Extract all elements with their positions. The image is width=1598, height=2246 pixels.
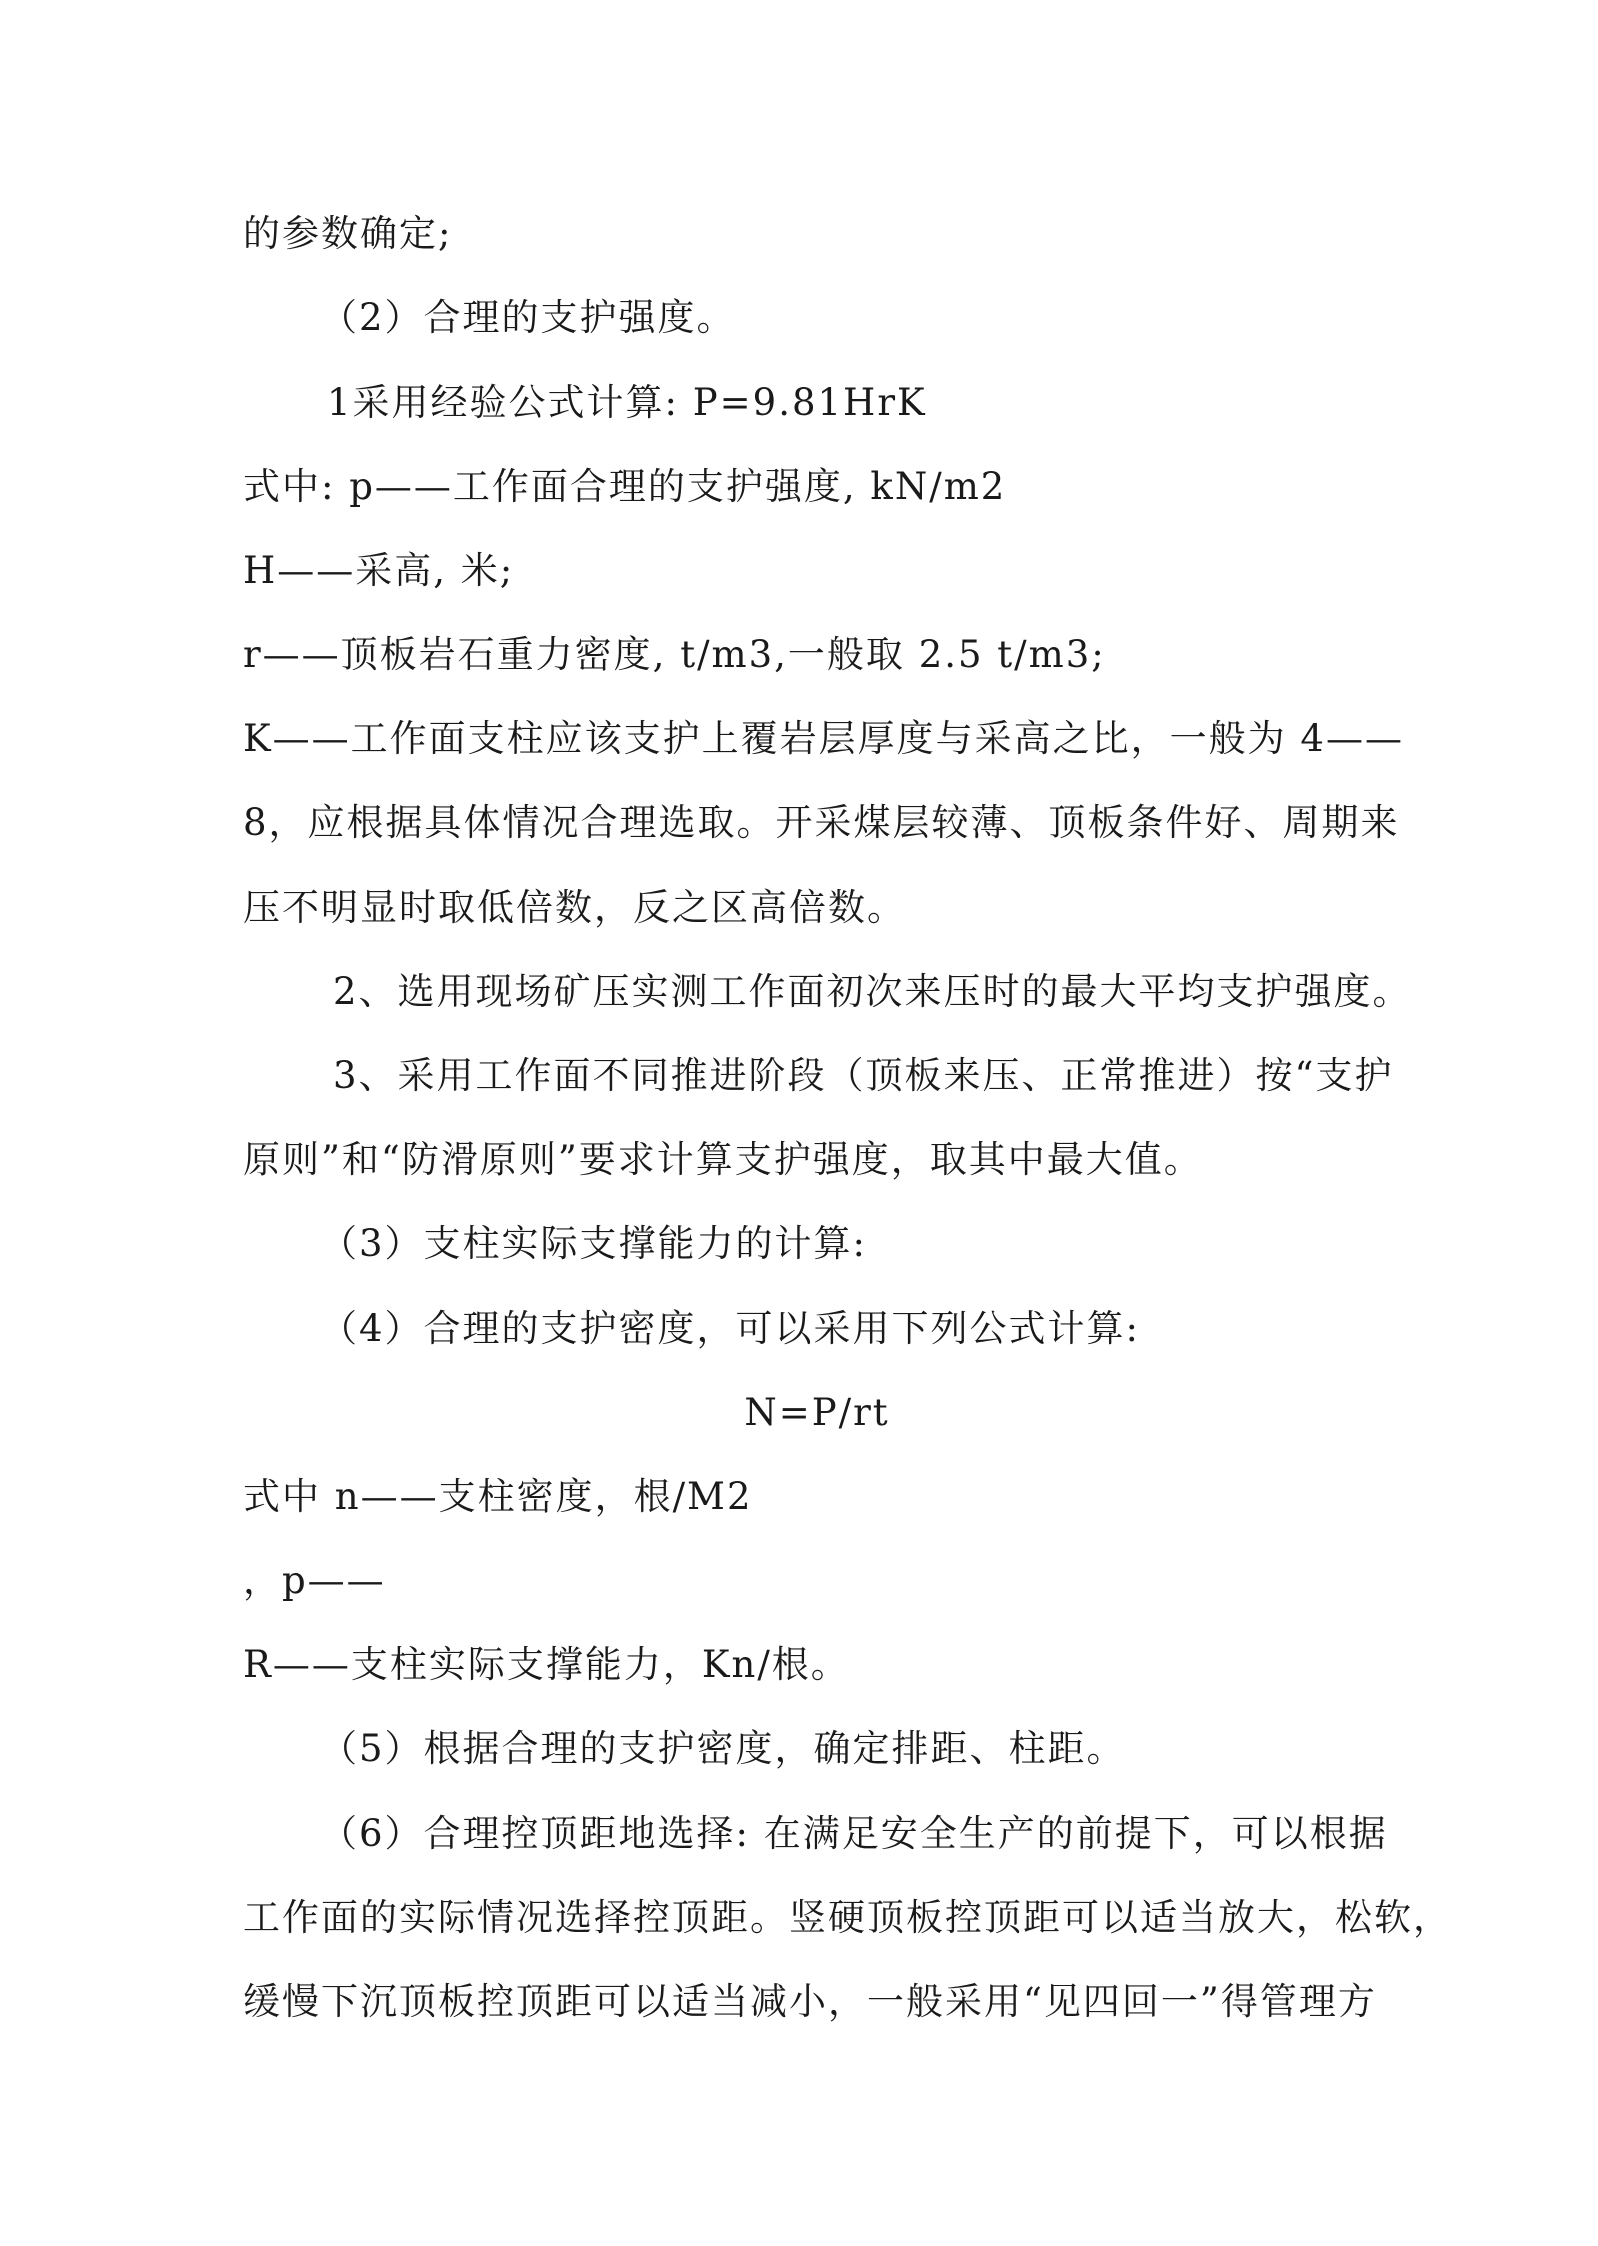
- text-line: 缓慢下沉顶板控顶距可以适当减小，一般采用“见四回一”得管理方: [243, 1980, 1377, 2023]
- text-line: 8，应根据具体情况合理选取。开采煤层较薄、顶板条件好、周期来: [243, 801, 1400, 844]
- text-line: H——采高, 米;: [243, 549, 515, 592]
- section-heading: （2）合理的支护强度。: [320, 296, 736, 339]
- text-line: ，p——: [243, 1559, 386, 1602]
- text-line: 工作面的实际情况选择控顶距。竖硬顶板控顶距可以适当放大，松软，: [243, 1896, 1452, 1939]
- text-line: 的参数确定;: [243, 212, 453, 255]
- section-heading: （4）合理的支护密度，可以采用下列公式计算:: [320, 1307, 1141, 1350]
- text-line: K——工作面支柱应该支护上覆岩层厚度与采高之比，一般为 4——: [243, 717, 1404, 760]
- section-heading: （5）根据合理的支护密度，确定排距、柱距。: [320, 1727, 1126, 1770]
- text-line: R——支柱实际支撑能力，Kn/根。: [243, 1643, 850, 1686]
- text-line: r——顶板岩石重力密度, t/m3,一般取 2.5 t/m3;: [243, 633, 1106, 676]
- text-line: 压不明显时取低倍数，反之区高倍数。: [243, 886, 906, 929]
- text-line: 式中 n——支柱密度，根/M2: [243, 1475, 753, 1518]
- section-heading: （6）合理控顶距地选择: 在满足安全生产的前提下，可以根据: [320, 1812, 1388, 1855]
- text-line: 3、采用工作面不同推进阶段（顶板来压、正常推进）按“支护: [333, 1054, 1394, 1097]
- text-line: 1采用经验公式计算: P=9.81HrK: [327, 381, 927, 424]
- section-heading: （3）支柱实际支撑能力的计算:: [320, 1222, 868, 1265]
- text-line: 原则”和“防滑原则”要求计算支护强度，取其中最大值。: [243, 1138, 1203, 1181]
- text-line: 2、选用现场矿压实测工作面初次来压时的最大平均支护强度。: [333, 970, 1412, 1013]
- formula: N=P/rt: [744, 1391, 890, 1434]
- text-line: 式中: p——工作面合理的支护强度, kN/m2: [243, 465, 1007, 508]
